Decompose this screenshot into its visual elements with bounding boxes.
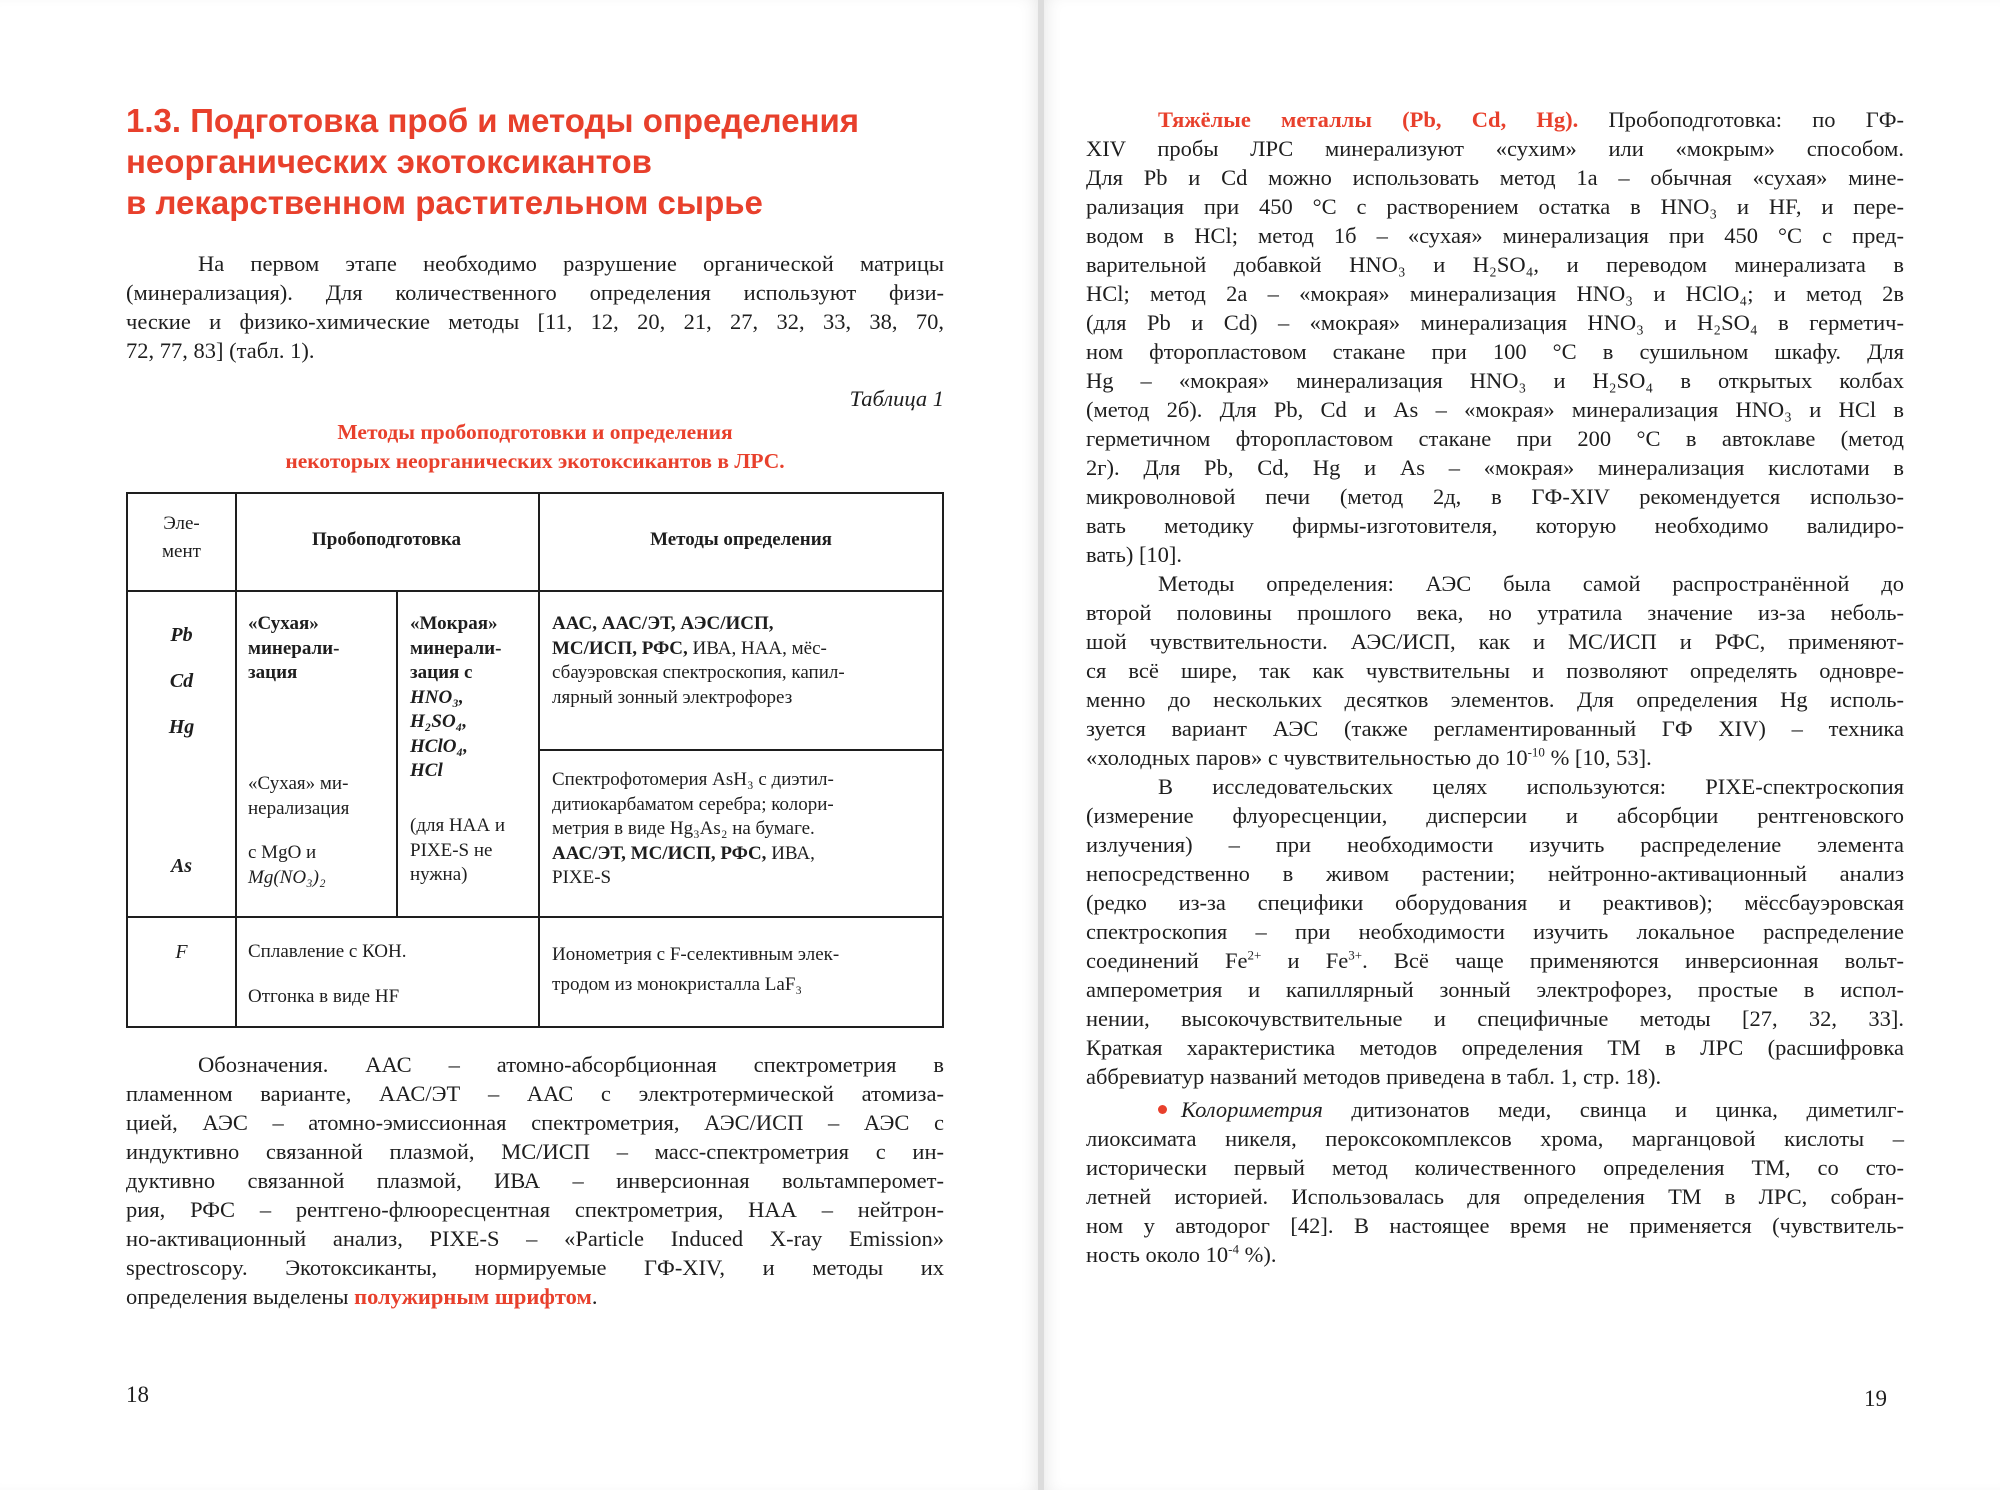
bullet-line: Колориметрия дитизонатов меди, свинца и цинка, диметилг- (1086, 1096, 1904, 1125)
bullet-icon (1158, 1105, 1167, 1114)
methods-table (126, 492, 944, 1028)
wet-mineralization-note: (для НАА и PIXE-S не нужна) (410, 815, 506, 885)
table-title-line: некоторых неорганических экотоксикантов в ЛРС. (285, 449, 785, 473)
p2-line: зуется вариант АЭС (также регламентированный ГФ XIV) – техника (1086, 716, 1904, 741)
prep-fluorine: Сплавление с КОН. Отгонка в виде HF (248, 941, 407, 1007)
p1-line: ном фторопластовом стакане при 100 °С в сушильном шкафу. Для (1086, 339, 1904, 364)
table-title-line: Методы пробоподготовки и определения (337, 420, 733, 444)
p1-line: 2г). Для Pb, Cd, Hg и As – «мокрая» минерализация кислотами в (1086, 455, 1904, 480)
p2-line: шой чувствительности. АЭС/ИСП, как и МС/ИСП и РФС, применяют- (1086, 629, 1904, 654)
p3-line: спектроскопия – при необходимости изучить локальное распределение (1086, 919, 1904, 944)
p3-line: нении, высокочувствительные и специфичные методы [27, 32, 33]. (1086, 1006, 1904, 1031)
p3-line: амперометрия и капиллярный зонный электрофорез, простые в испол- (1086, 977, 1904, 1002)
p1-line: Для Pb и Cd можно использовать метод 1а – обычная «сухая» мине- (1086, 165, 1904, 190)
p1-line: XIV пробы ЛРС минерализуют «сухим» или «мокрым» способом. (1086, 136, 1904, 161)
notes-line: цией, АЭС – атомно-эмиссионная спектрометрия, АЭС/ИСП – АЭС с (126, 1110, 944, 1135)
header-methods: Методы определения (650, 529, 832, 550)
subsection-title: Тяжёлые металлы (Pb, Cd, Hg). (1158, 107, 1579, 132)
bold-highlight: полужирным шрифтом (354, 1284, 592, 1309)
methods-heavy: ААС, ААС/ЭТ, АЭС/ИСП, МС/ИСП, РФС, ИВА, НАА, мёс- сбауэровская спектроскопия, капил- лярный зонный электрофорез (552, 613, 845, 708)
p1-line: Тяжёлые металлы (Pb, Cd, Hg). Пробоподготовка: по ГФ- (1158, 107, 1905, 132)
p3-line: соединений $Fe^{2+}$ и $Fe^{3+}$. Всё чаще применяются инверсионная вольт- (1086, 947, 1905, 973)
p1-line: герметичном фторопластовом стакане при 200 °С в автоклаве (метод (1086, 426, 1904, 451)
dry-mineralization-arsenic: «Сухая» ми- нерализация с MgO и Mg(NO₃)₂ (248, 773, 350, 888)
p1-line: (метод 2б). Для Pb, Cd и As – «мокрая» минерализация HNO₃ и HCl в (1086, 397, 1904, 422)
bullet-line: ность около $10^{-4}$ %). (1086, 1241, 1277, 1267)
heading-line: в лекарственном растительном сырье (126, 184, 763, 221)
bullet-line: летней историей. Использовалась для определения ТМ в ЛРС, собран- (1086, 1184, 1904, 1209)
wet-mineralization: «Мокрая» минерали- зация с HNO₃, H₂SO₄, HClO₄, HCl (410, 613, 502, 781)
header-prep: Пробоподготовка (311, 529, 462, 550)
p3-line: аббревиатур названий методов приведена в табл. 1, стр. 18). (1086, 1064, 1662, 1089)
table-rule (538, 494, 540, 1026)
elements-heavy: Pb Cd Hg (168, 624, 195, 738)
intro-line: На первом этапе необходимо разрушение органической матрицы (198, 251, 944, 276)
p2-line: менно до нескольких десятков элементов. Для определения Hg исполь- (1086, 687, 1904, 712)
notes-line: определения выделены полужирным шрифтом. (126, 1284, 598, 1309)
p1-line: вать) [10]. (1086, 542, 1183, 567)
p1-line: варительной добавкой HNO₃ и H₂SO₄, и переводом минерализата в (1086, 252, 1904, 277)
p1-line: вать методику фирмы-изготовителя, которую необходимо валидиро- (1086, 513, 1904, 538)
bullet-line: исторически первый метод количественного определения ТМ, со сто- (1086, 1155, 1904, 1180)
notes-line: spectroscopy. Экотоксиканты, нормируемые ГФ-XIV, и методы их (126, 1255, 944, 1280)
section-heading (126, 100, 1006, 223)
table-caption: Таблица 1 (849, 386, 944, 411)
intro-line: (минерализация). Для количественного определения используют физи- (126, 280, 944, 305)
notes-line: индуктивно связанной плазмой, МС/ИСП – масс-спектрометрия с ин- (126, 1139, 944, 1164)
p2-line: «холодных паров» с чувствительностью до $10^{-10}$ % [10, 53]. (1086, 744, 1652, 770)
p1-line: рализация при 450 °С с растворением остатка в HNO₃ и HF, и пере- (1086, 194, 1904, 219)
p3-line: излучения) – при необходимости изучить распределение элемента (1086, 832, 1904, 857)
intro-line: 72, 77, 83] (табл. 1). (126, 338, 315, 363)
dry-mineralization: «Сухая» минерали- зация (248, 613, 340, 683)
table-rule (128, 590, 942, 592)
p2-line: ся всё шире, так как чувствительны и позволяют определять одновре- (1086, 658, 1904, 683)
right-page (1044, 0, 2000, 1490)
p2-line: второй половины прошлого века, но утратила значение из-за неболь- (1086, 600, 1904, 625)
table-rule (538, 749, 942, 751)
p3-line: Краткая характеристика методов определения ТМ в ЛРС (расшифровка (1086, 1035, 1904, 1060)
notes-line: дуктивно связанной плазмой, ИВА – инверсионная вольтамперомет- (126, 1168, 944, 1193)
p3-line: (измерение флуоресценции, дисперсии и абсорбции рентгеновского (1086, 803, 1904, 828)
bullet-line: лиоксимата никеля, пероксокомплексов хрома, марганцовой кислоты – (1086, 1126, 1904, 1151)
intro-line: ческие и физико-химические методы [11, 12, 20, 21, 27, 32, 33, 38, 70, (126, 309, 944, 334)
bullet-line: ном у автодорог [42]. В настоящее время не применяется (чувствитель- (1086, 1213, 1904, 1238)
table-rule (235, 494, 237, 1026)
p3-line: (редко из-за специфики оборудования и реактивов); мёссбауэровская (1086, 890, 1904, 915)
notes-line: рия, РФС – рентгено-флюоресцентная спектрометрия, НАА – нейтрон- (126, 1197, 944, 1222)
notes-line: Обозначения. ААС – атомно-абсорбционная спектрометрия в (198, 1052, 944, 1077)
p3-line: В исследовательских целях используются: PIXE-спектроскопия (1158, 774, 1904, 799)
table-title (126, 418, 944, 476)
header-element: Эле- мент (162, 513, 201, 562)
page-number: 18 (126, 1382, 149, 1407)
table-rule (396, 590, 398, 916)
p1-line: микроволновой печи (метод 2д, в ГФ-XIV рекомендуется использо- (1086, 484, 1904, 509)
p3-line: непосредственно в живом растении; нейтронно-активационный анализ (1086, 861, 1904, 886)
heading-line: 1.3. Подготовка проб и методы определения (126, 102, 860, 139)
p1-line: (для Pb и Cd) – «мокрая» минерализация HNO₃ и H₂SO₄ в герметич- (1086, 310, 1904, 335)
notes-line: пламенном варианте, ААС/ЭТ – ААС с электротермической атомиза- (126, 1081, 944, 1106)
element-fluorine: F (175, 941, 188, 963)
table-rule (128, 916, 942, 918)
p2-line: Методы определения: АЭС была самой распространённой до (1158, 571, 1904, 596)
page-number: 19 (1864, 1386, 1887, 1411)
methods-arsenic: Спектрофотомерия AsH₃ с диэтил- дитиокарбаматом серебра; колори- метрия в виде Hg₃As₂ на бумаге. ААС/ЭТ, МС/ИСП, РФС, ИВА, PIXE-S (552, 769, 834, 888)
methods-fluorine: Ионометрия с F-селективным элек- тродом из монокристалла LaF₃ (552, 944, 840, 995)
p1-line: Hg – «мокрая» минерализация HNO₃ и H₂SO₄ в открытых колбах (1086, 368, 1904, 393)
p1-line: водом в HCl; метод 1б – «сухая» минерализация при 450 °С с пред- (1086, 223, 1904, 248)
notes-line: но-активационный анализ, PIXE-S – «Particle Induced X-ray Emission» (126, 1226, 944, 1251)
p1-line: HCl; метод 2а – «мокрая» минерализация HNO₃ и HClO₄; и метод 2в (1086, 281, 1904, 306)
element-arsenic: As (170, 855, 193, 877)
heading-line: неорганических экотоксикантов (126, 143, 652, 180)
